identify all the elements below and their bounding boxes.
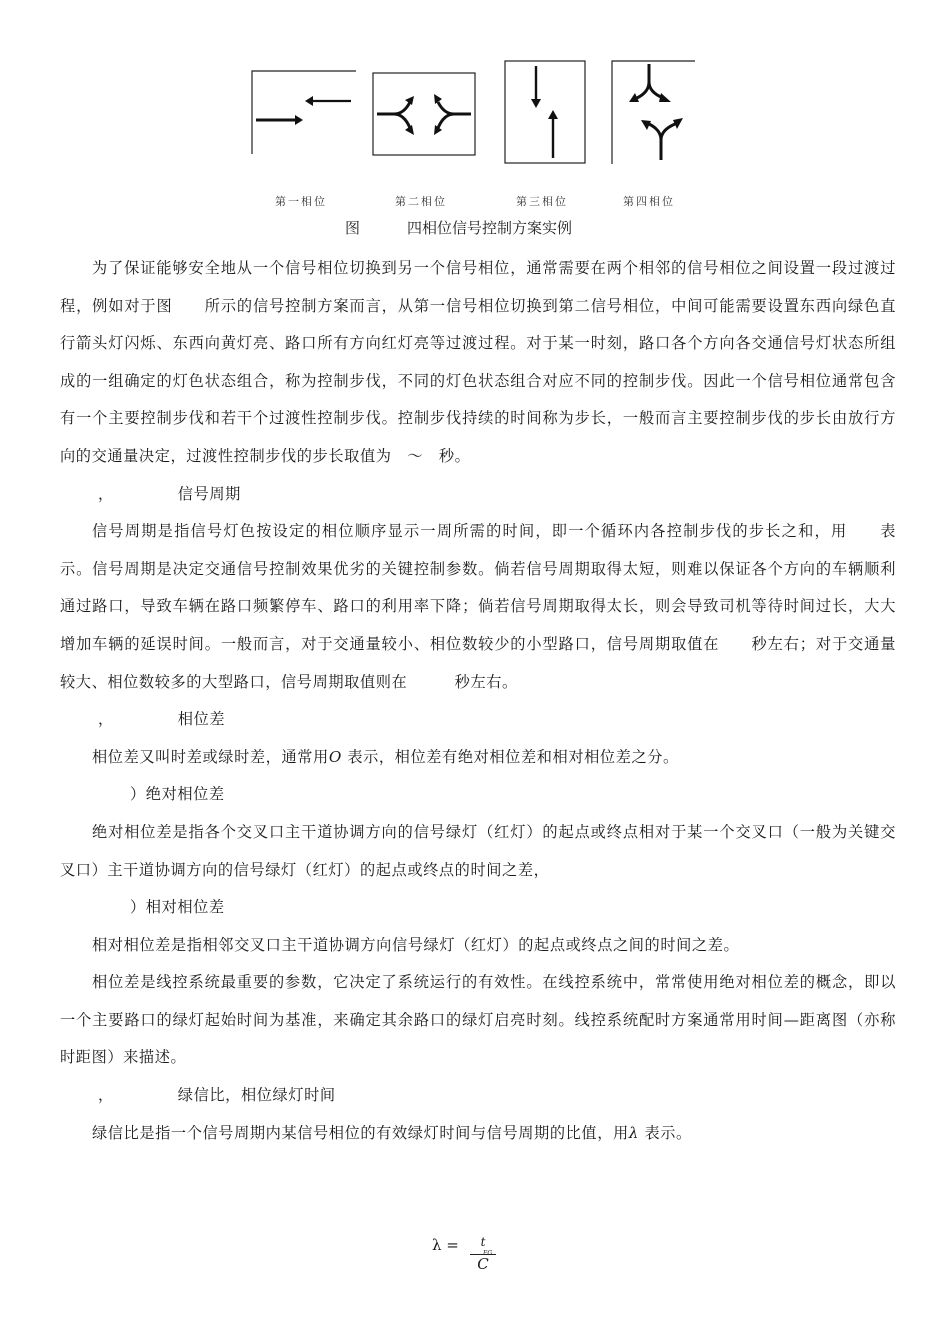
heading-absolute-offset: ）绝对相位差 <box>130 785 225 804</box>
heading-split <box>60 1077 896 1115</box>
text-run: 表示。 <box>644 1123 692 1142</box>
phase-2-diagram <box>372 72 476 156</box>
paragraph-absolute-offset: 绝对相位差是指各个交叉口主干道协调方向的信号绿灯（红灯）的起点或终点相对于某一个交叉口（一般为关键交叉口）主干道协调方向的信号绿灯（红灯）的起点或终点的时间之差， <box>60 822 896 879</box>
phase-diagrams <box>0 0 950 175</box>
heading-relative-offset: ）相对相位差 <box>130 898 225 917</box>
symbol-lambda: λ <box>628 1123 640 1142</box>
figure-title: 四相位信号控制方案实例 <box>407 219 573 237</box>
paragraph-relative-offset: 相对相位差是指相邻交叉口主干道协调方向信号绿灯（红灯）的起点或终点之间的时间之差。 <box>92 935 740 954</box>
document-body <box>60 250 896 1152</box>
phase-1-diagram <box>251 70 356 154</box>
caption-phase-4: 第四相位 <box>623 195 675 208</box>
heading-mark: ， <box>98 1086 114 1105</box>
symbol-o: O <box>328 747 342 766</box>
figure-title-prefix: 图 <box>345 219 361 237</box>
formula-numerator: t <box>480 1235 486 1249</box>
caption-phase-3: 第三相位 <box>516 195 568 208</box>
formula-fraction <box>470 1236 496 1273</box>
heading-signal-cycle <box>60 476 896 514</box>
formula-denominator: C <box>477 1255 489 1273</box>
text-run: 绿信比是指一个信号周期内某信号相位的有效绿灯时间与信号周期的比值，用 <box>92 1123 629 1142</box>
paragraph-split-def <box>60 1115 896 1153</box>
paragraph-offset-importance: 相位差是线控系统最重要的参数，它决定了系统运行的有效性。在线控系统中，常常使用绝对相位差的概念，即以一个主要路口的绿灯起始时间为基准，来确定其余路口的绿灯启亮时刻。线控系统配时方案通常用时间—距离图（亦称时距图）来描述。 <box>60 973 896 1067</box>
formula-lhs: λ = <box>432 1236 459 1254</box>
paragraph-transition: 为了保证能够安全地从一个信号相位切换到另一个信号相位，通常需要在两个相邻的信号相位之间设置一段过渡过程，例如对于图 所示的信号控制方案而言，从第一信号相位切换到第二信号相位，中间可能需要设置东西向绿色直行箭头灯闪烁、东西向黄灯亮、路口所有方向红灯亮等过渡过程。对于某一时刻，路口各个方向各交通信号灯状态所组成的一组确定的灯色状态组合，称为控制步伐，不同的灯色状态组合对应不同的控制步伐。因此一个信号相位通常包含有一个主要控制步伐和若干个过渡性控制步伐。控制步伐持续的时间称为步长，一般而言主要控制步伐的步长由放行方向的交通量决定，过渡性控制步伐的步长取值为 ～ 秒。 <box>60 259 896 465</box>
phase-4-diagram <box>611 60 695 164</box>
heading-text: 相位差 <box>177 710 226 729</box>
paragraph-signal-cycle: 信号周期是指信号灯色按设定的相位顺序显示一周所需的时间，即一个循环内各控制步伐的步长之和，用 表示。信号周期是决定交通信号控制效果优劣的关键控制参数。倘若信号周期取得太短，则难以保证各个方向的车辆顺利通过路口，导致车辆在路口频繁停车、路口的利用率下降；倘若信号周期取得太长，则会导致司机等待时间过长，大大增加车辆的延误时间。一般而言，对于交通量较小、相位数较少的小型路口，信号周期取值在 秒左右；对于交通量较大、相位数较多的大型路口，信号周期取值则在 秒左右。 <box>60 522 896 691</box>
heading-offset <box>60 701 896 739</box>
caption-phase-2: 第二相位 <box>395 195 447 208</box>
paragraph-offset-def <box>60 739 896 777</box>
heading-text: 绿信比，相位绿灯时间 <box>177 1086 336 1105</box>
caption-phase-1: 第一相位 <box>275 195 327 208</box>
heading-text: 信号周期 <box>177 484 241 503</box>
heading-mark: ， <box>98 710 114 729</box>
text-run: 表示，相位差有绝对相位差和相对相位差之分。 <box>347 747 679 766</box>
phase-3-diagram <box>504 60 586 164</box>
formula-subscript: EG <box>483 1250 493 1257</box>
text-run: 相位差又叫时差或绿时差，通常用 <box>92 747 329 766</box>
heading-mark: ， <box>98 484 114 503</box>
